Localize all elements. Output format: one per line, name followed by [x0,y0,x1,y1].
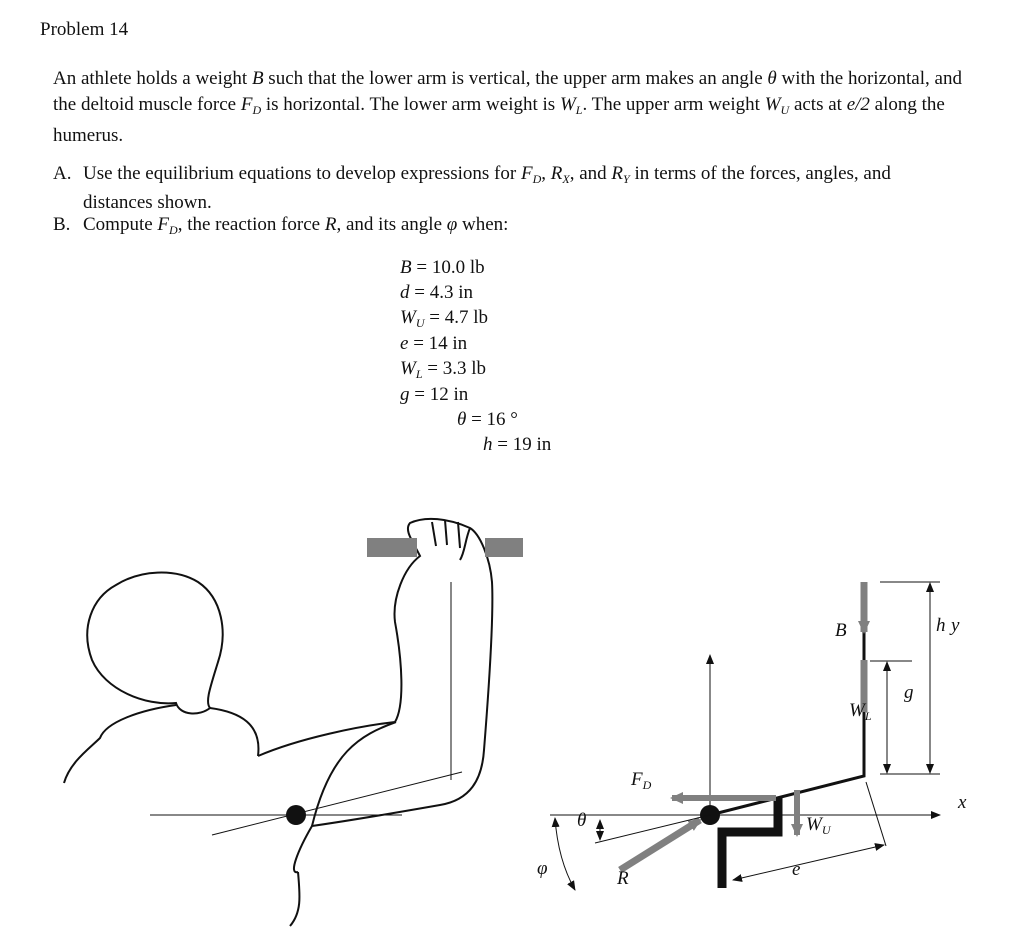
given-wu: $W_U = 4.7$ lb [400,307,488,330]
theta-reference-line [595,815,710,843]
given-wl: $W_L = 3.3$ lb [400,358,487,381]
item-label: B. [53,214,71,235]
bicep-outline [312,722,396,826]
arm-skeleton [710,628,864,815]
arm-support-bracket [722,798,778,888]
given-b: B = 10.0 lb [400,257,485,278]
problem-statement: An athlete holds a weight B such that the lower arm is vertical, the upper arm makes an angle θ with the horizontal, and the deltoid muscle force $F_D$ is horizontal. The lower arm weight is $W_L$. The upper arm weight $W_U$ acts at e/2 along the humerus. [53,68,962,146]
problem-title: Problem 14 [40,19,129,40]
label-r: R [617,868,629,889]
athlete-illustration [64,519,492,926]
given-d: d = 4.3 in [400,282,473,303]
barbell-bar-left [367,538,417,557]
label-phi: φ [537,858,548,879]
item-label: A. [53,163,72,184]
given-theta: θ = 16 ° [457,409,518,430]
label-g: g [904,682,914,703]
label-y: y [951,615,960,636]
label-wu: $W_U$ [806,814,831,837]
e-dimension-line [733,845,884,880]
label-h: h [936,615,946,636]
torso-outline [290,872,300,926]
task-item-a: A. Use the equilibrium equations to develop expressions for $F_D$, $R_X$, and $R_Y$ in terms of the forces, angles, and distances shown. [53,163,891,213]
label-e: e [792,859,801,880]
e-extension [866,782,886,846]
neck-back-outline [210,708,258,756]
head-outline [87,573,222,714]
label-theta: θ [577,810,587,831]
shoulder-joint [286,805,306,825]
given-g: g = 12 in [400,384,469,405]
barbell-bar-right [485,538,523,557]
shoulder-outline [64,705,176,783]
given-e: e = 14 in [400,333,468,354]
humerus-axis-line [212,772,462,835]
label-b: B [835,620,847,641]
task-item-b: B. Compute $F_D$, the reaction force R, and its angle φ when: [53,214,509,237]
label-fd: $F_D$ [631,769,652,792]
label-w-lower: $W_L$ [849,700,872,723]
given-h: h = 19 in [483,434,552,455]
x-axis-label: x [958,792,967,813]
phi-arc [555,818,575,890]
